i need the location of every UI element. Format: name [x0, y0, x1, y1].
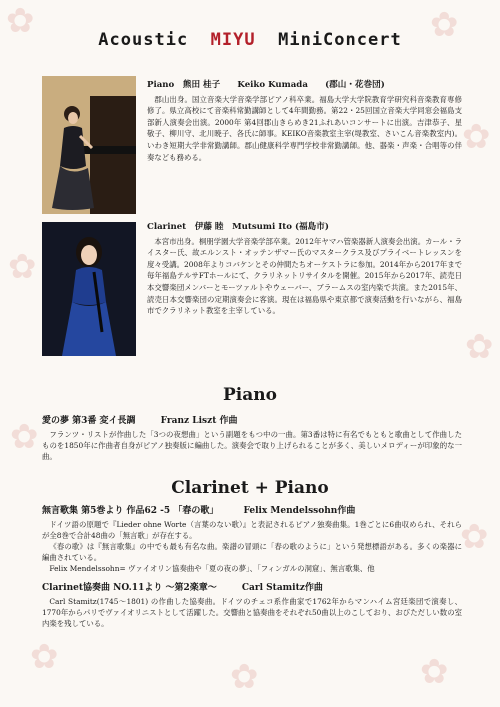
piece-name: 愛の夢 第3番 変イ長調 — [42, 416, 136, 426]
piece-stamitz-concerto — [42, 583, 462, 629]
section-title-clarinet-piano: Clarinet + Piano — [171, 478, 329, 498]
clarinetist-heading: Clarinet 伊藤 睦 Mutsumi Ito (福島市) — [147, 222, 329, 232]
piece-description: ドイツ語の原題で『Lieder ohne Worte（言葉のない歌）』と表記されるピアノ独奏曲集。1巻ごとに6曲収められ、それらが全8巻で合計48曲の「無言歌」が存在する。 — [42, 520, 462, 540]
title-name: MIYU — [210, 30, 256, 50]
pianist-bio-text: 郡山出身。国立音楽大学音楽学部ピアノ科卒業。福島大学大学院教育学研究科音楽教育専修修了。県立高校にて音楽科常勤講師として4年間勤務。第22・25回国立音楽大学同窓会福島支部新人演奏会出演。2000年 第4回郡山きらめき21ふれあいコンサートに出演。吉津恭子、星敬子、柳川守、北川暁子、各氏に師事。KEIKO音楽教室主宰(堤教室、さいこん音楽教室内)。いわき短期大学非常勤講師。郡山健康科学専門学校非常勤講師。他、器楽・声楽・合唱等の伴奏なども務める。 — [147, 94, 462, 162]
page-title — [0, 30, 500, 50]
sakura-petal-icon: ✿ — [462, 117, 491, 157]
piece-heading — [42, 506, 462, 517]
clarinetist-bio — [147, 222, 462, 317]
sakura-petal-icon: ✿ — [30, 637, 59, 677]
pianist-photo — [42, 76, 136, 214]
piece-composer: Carl Stamitz作曲 — [241, 583, 323, 593]
sakura-petal-icon: ✿ — [10, 417, 39, 457]
piece-description: Felix Mendelssohn= ヴァイオリン協奏曲や「夏の夜の夢」、「フィンガルの洞窟」、無言歌集、他 — [49, 564, 375, 573]
sakura-petal-icon: ✿ — [465, 327, 494, 367]
title-suffix: MiniConcert — [278, 30, 402, 50]
piece-description: フランツ・リストが作曲した「3つの夜想曲」という副題をもつ中の一曲。第3番は特に有名でもともと歌曲として作曲したものを1850年に作曲者自身がピアノ独奏版に編曲した。演奏会で取り上げられることが多く、美しいメロディーが印象的な一曲。 — [42, 430, 462, 461]
sakura-petal-icon: ✿ — [8, 247, 37, 287]
clarinetist-photo — [42, 222, 136, 356]
piece-name: 無言歌集 第5巻より 作品62 -5 「春の歌」 — [42, 506, 219, 516]
piece-spring-song — [42, 506, 462, 574]
piece-liebestraum — [42, 416, 462, 462]
title-prefix: Acoustic — [98, 30, 189, 50]
pianist-bio — [147, 80, 462, 163]
sakura-petal-icon: ✿ — [420, 652, 449, 692]
pianist-heading: Piano 熊田 桂子 Keiko Kumada (郡山・花巻団) — [147, 80, 385, 90]
piece-description: Carl Stamitz(1745～1801) の作曲した協奏曲。ドイツのチェコ系作曲家で1762年からマンハイム宮廷楽団で演奏し、1770年からパリでヴァイオリニストとして活躍した。交響曲と協奏曲をそれぞれ50曲以上のこしており、おびただしい数の室内楽を残している。 — [42, 597, 462, 628]
piece-heading — [42, 416, 462, 427]
clarinetist-bio-text: 本宮市出身。桐朋学園大学音楽学部卒業。2012年ヤマハ管楽器新人演奏会出演。カール・ライスター氏、故エルンスト・オッテンザマー氏のマスタークラス及びプライベートレッスンを度々受講。2008年よりコバケンとその仲間たちオーケストラに参加。2014年から2017年まで毎年福島テルサFTホールにて、クラリネットリサイタルを開催。2015年から2017年、読売日本交響楽団メンバーとモーツァルトやウェーバー、ブラームスの室内楽で共演。また2015年、読売日本交響楽団の定期演奏会に客演。現在は福島県や東京都で演奏活動を行いながら、福島市でクラリネット教室を主宰している。 — [147, 236, 462, 316]
sakura-petal-icon: ✿ — [460, 517, 489, 557]
piece-description: 《春の歌》は『無言歌集』の中でも最も有名な曲。楽譜の冒頭に「春の歌のように」という発想標語がある。多くの楽器に編曲されている。 — [42, 542, 462, 562]
piece-name: Clarinet協奏曲 NO.11より ～第2楽章～ — [42, 583, 217, 593]
sakura-petal-icon: ✿ — [6, 1, 35, 41]
sakura-petal-icon: ✿ — [230, 657, 259, 697]
piece-heading — [42, 583, 462, 594]
piece-composer: Franz Liszt 作曲 — [160, 416, 238, 426]
sakura-petal-icon: ✿ — [430, 5, 459, 45]
piece-composer: Felix Mendelssohn作曲 — [243, 506, 356, 516]
section-title-piano: Piano — [223, 385, 277, 405]
